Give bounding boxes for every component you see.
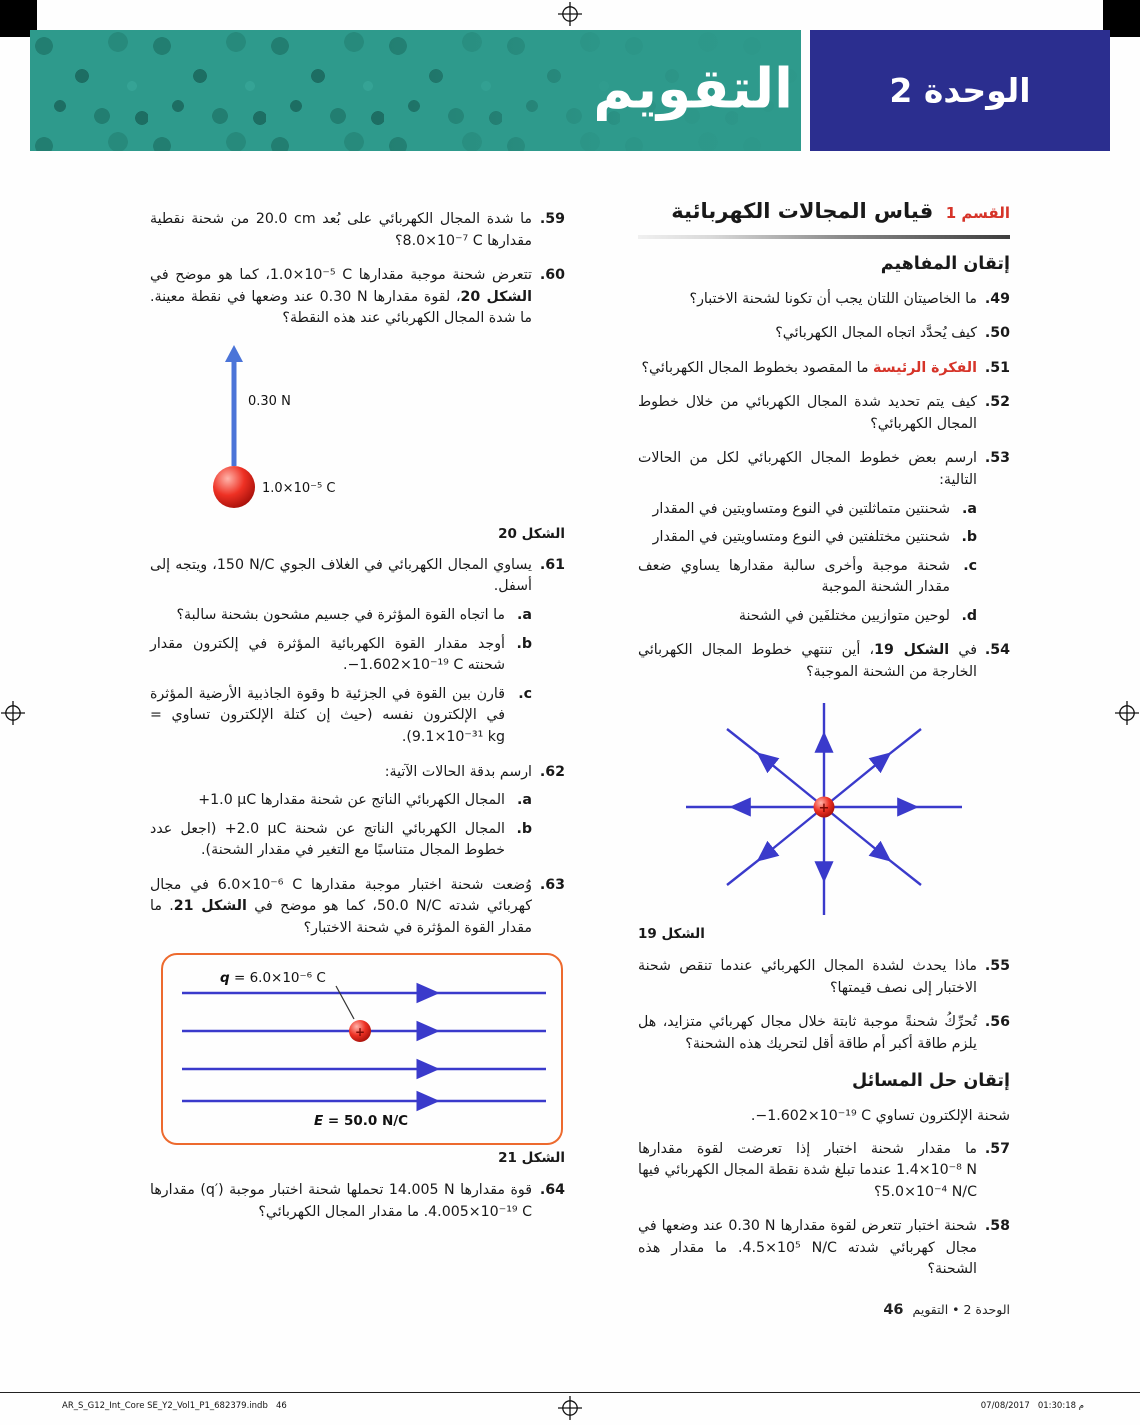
figure-21-caption: الشكل 21: [498, 1149, 565, 1166]
plus-sign: +: [818, 800, 830, 816]
section-header: [638, 196, 1010, 228]
sub-item-letter: d.: [961, 607, 977, 624]
field-lines: [182, 993, 546, 1101]
print-trim-line: [0, 1392, 1140, 1393]
charge-sphere: [213, 466, 255, 508]
figure-reference: الشكل 20: [460, 288, 533, 305]
sub-item-letter: a.: [517, 607, 532, 624]
plus-sign: +: [354, 1024, 366, 1039]
figure-reference: الشكل 21: [173, 898, 247, 915]
print-info-left: AR_S_G12_Int_Core SE_Y2_Vol1_P1_682379.indb 46: [62, 1401, 287, 1411]
question-64: [150, 1180, 565, 1223]
question-text: كيف يُحدَّد اتجاه المجال الكهربائي؟: [775, 325, 977, 342]
question-number: 57.: [984, 1140, 1010, 1157]
question-text: تتعرض شحنة موجبة مقدارها ‎1.0×10⁻⁵ C‎، كما هو موضح في: [150, 267, 533, 284]
electron-charge-note: شحنة الإلكترون تساوي ‎−1.602×10⁻¹⁹ C‎.: [750, 1108, 1010, 1125]
figure-19-caption: الشكل 19: [638, 925, 705, 942]
question-text: قوة مقدارها ‎14.005 N‎ تحملها شحنة اختبار موجبة ‎(q′)‎ مقدارها ‎4.005×10⁻¹⁹ C‎. ما مقدار المجال الكهربائي؟: [150, 1182, 532, 1220]
figure-19: [638, 697, 1010, 945]
page-number: 46: [883, 1302, 904, 1318]
sub-item-b: [150, 634, 532, 677]
field-region-box: [161, 953, 563, 1145]
sub-item-text: المجال الكهربائي الناتج عن شحنة مقدارها ‎+1.0 μC‎: [198, 792, 505, 809]
sub-item-text: لوحين متوازيين مختلفَين في الشحنة: [738, 607, 950, 624]
question-text: ما شدة المجال الكهربائي على بُعد ‎20.0 cm‎ من شحنة نقطية مقدارها ‎8.0×10⁻⁷ C‎؟: [150, 211, 533, 249]
print-info-right: 07/08/2017 01:30:18 م: [980, 1401, 1084, 1411]
sub-item-text: شحنتين مختلفتين في النوع ومتساويتين في المقدار: [652, 529, 950, 546]
sub-item-text: أوجد مقدار القوة الكهربائية المؤثرة في إلكترون مقدار شحنته ‎−1.602×10⁻¹⁹ C‎.: [150, 635, 505, 674]
heading-concepts: إتقان المفاهيم: [880, 253, 1010, 274]
question-number: 51.: [984, 359, 1010, 376]
question-text: ما مقدار شحنة اختبار إذا تعرضت لقوة مقدارها ‎1.4×10⁻⁸ N‎ عندما تبلغ شدة نقطة المجال الكهربائي فيها ‎5.0×10⁻⁴ N/C‎؟: [638, 1140, 977, 1200]
figure-20: [150, 343, 565, 545]
question-text: ، أين تنتهي خطوط المجال الكهربائي الخارجة من الشحنة الموجبة؟: [638, 642, 977, 681]
charge-label: 1.0×10⁻⁵ C: [262, 480, 336, 496]
registration-mark-top: [558, 2, 582, 26]
question-62: [150, 762, 565, 862]
force-label: 0.30 N: [248, 393, 291, 409]
sub-item-letter: b.: [961, 529, 977, 546]
footer-page-info: [883, 1302, 1010, 1318]
question-59: [150, 209, 565, 252]
question-text: . ما مقدار القوة المؤثرة في شحنة الاختبار؟: [150, 898, 532, 936]
question-50: [638, 323, 1010, 345]
sub-item-text: المجال الكهربائي الناتج عن شحنة ‎+2.0 μC‎ (اجعل عدد خطوط المجال متناسبًا مع التغير في مقدار الشحنة).: [150, 820, 505, 859]
section-title: قياس المجالات الكهربائية: [671, 199, 934, 223]
label-pointer-line: [336, 986, 354, 1019]
question-number: 62.: [539, 763, 565, 780]
banner-dot-pattern: [30, 30, 801, 151]
section-rule: [638, 235, 1010, 239]
sub-item-letter: c.: [963, 557, 977, 574]
force-arrow-head: [225, 345, 243, 362]
sub-item-text: شحنتين متماثلتين في النوع ومتساويتين في المقدار: [652, 500, 950, 517]
sub-item-c: [150, 684, 532, 749]
figure-21: [150, 953, 565, 1169]
question-number: 54.: [984, 642, 1010, 659]
question-text: كيف يتم تحديد شدة المجال الكهربائي من خلال خطوط المجال الكهربائي؟: [638, 394, 977, 432]
question-text: تُحرِّكُ شحنةً موجبة ثابتة خلال مجال كهربائي متزايد، هل يلزم طاقة أكبر أم طاقة أقل لتحريك هذه الشحنة؟: [638, 1014, 977, 1052]
question-number: 50.: [984, 325, 1010, 342]
sub-item-b: [638, 527, 977, 549]
sub-item-letter: a.: [962, 500, 977, 517]
question-number: 55.: [984, 958, 1010, 975]
question-55: [638, 956, 1010, 999]
question-58: [638, 1216, 1010, 1281]
question-60: [150, 265, 565, 330]
sub-item-b: [150, 819, 532, 862]
question-number: 61.: [539, 556, 565, 573]
sub-item-letter: a.: [517, 792, 532, 809]
header-banner: [30, 30, 1110, 151]
column-right: [638, 196, 1010, 1294]
question-52: [638, 392, 1010, 435]
sub-item-d: [638, 606, 977, 628]
question-text: في: [949, 642, 978, 659]
sub-item-c: [638, 556, 977, 599]
question-51: [638, 358, 1010, 380]
heading-problems: إتقان حل المسائل: [852, 1071, 1010, 1092]
registration-mark-left: [1, 701, 25, 725]
sub-item-text: ما اتجاه القوة المؤثرة في جسيم مشحون بشحنة سالبة؟: [176, 607, 505, 624]
uniform-field-figure: [168, 955, 561, 1138]
registration-mark-bottom: [558, 1396, 582, 1420]
column-left: [150, 196, 565, 1236]
footer-section-label: الوحدة 2 • التقويم: [912, 1302, 1010, 1317]
question-text: ، لقوة مقدارها ‎0.30 N‎ عند وضعها في نقطة معينة. ما شدة المجال الكهربائي عند هذه النقطة؟: [150, 288, 532, 327]
field-value-label: E = 50.0 N/C: [314, 1112, 409, 1129]
sub-item-a: [638, 499, 977, 521]
question-text: ما المقصود بخطوط المجال الكهربائي؟: [641, 359, 874, 376]
question-57: [638, 1139, 1010, 1204]
question-text: وُضعت شحنة اختبار موجبة مقدارها ‎6.0×10⁻⁶ C‎ في مجال كهربائي شدته ‎50.0 N/C‎، كما هو موضح في: [150, 876, 532, 915]
sub-item-text: شحنة موجبة وأخرى سالبة مقدارها يساوي ضعف مقدار الشحنة الموجبة: [638, 557, 950, 596]
question-number: 59.: [539, 211, 565, 227]
section-kicker: القسم 1: [945, 204, 1010, 222]
question-number: 53.: [984, 450, 1010, 467]
charge-value-label: q = 6.0×10⁻⁶ C: [220, 969, 326, 986]
question-text: ماذا يحدث لشدة المجال الكهربائي عندما تنقص شحنة الاختبار إلى نصف قيمتها؟: [638, 958, 977, 996]
sub-item-a: [150, 790, 532, 812]
question-63: [150, 875, 565, 940]
figure-20-caption: الشكل 20: [498, 526, 565, 543]
question-text: يساوي المجال الكهربائي في الغلاف الجوي ‎150 N/C‎، ويتجه إلى أسفل.: [150, 556, 532, 595]
question-number: 63.: [539, 876, 565, 893]
question-text: ما الخاصيتان اللتان يجب أن تكونا لشحنة الاختبار؟: [689, 290, 977, 307]
sub-item-a: [150, 605, 532, 627]
question-number: 56.: [984, 1014, 1010, 1031]
unit-box: [810, 30, 1110, 151]
unit-label: الوحدة 2: [889, 71, 1031, 110]
question-text: شحنة اختبار تتعرض لقوة مقدارها ‎0.30 N‎ عند وضعها في مجال كهربائي شدته ‎4.5×10⁵ N/C‎. ما مقدار هذه الشحنة؟: [638, 1218, 978, 1278]
question-number: 64.: [539, 1182, 565, 1199]
question-56: [638, 1012, 1010, 1055]
question-54: [638, 640, 1010, 683]
question-text: ارسم بعض خطوط المجال الكهربائي لكل من الحالات التالية:: [638, 450, 977, 488]
sub-item-letter: b.: [516, 820, 532, 837]
question-number: 58.: [984, 1218, 1010, 1235]
sub-item-letter: c.: [518, 685, 532, 702]
field-lines-figure: [674, 697, 974, 921]
question-49: [638, 289, 1010, 311]
sub-item-text: قارن بين القوة في الجزئية b وقوة الجاذبية الأرضية المؤثرة في الإلكترون نفسه (حيث إن كتلة الإلكترون تساوي = ‎9.1×10⁻³¹ kg‎).: [150, 685, 505, 745]
question-text: ارسم بدقة الحالات الآتية:: [384, 763, 532, 780]
force-figure: [200, 343, 430, 525]
sub-item-letter: b.: [516, 635, 532, 652]
page-title: التقويم: [593, 55, 793, 120]
figure-reference: الشكل 19: [874, 642, 950, 659]
registration-mark-right: [1115, 701, 1139, 725]
question-61: [150, 555, 565, 749]
main-idea-label: الفكرة الرئيسة: [873, 359, 977, 376]
question-number: 49.: [984, 290, 1010, 307]
question-53: [638, 448, 1010, 627]
question-number: 60.: [539, 267, 565, 284]
question-number: 52.: [984, 394, 1010, 411]
